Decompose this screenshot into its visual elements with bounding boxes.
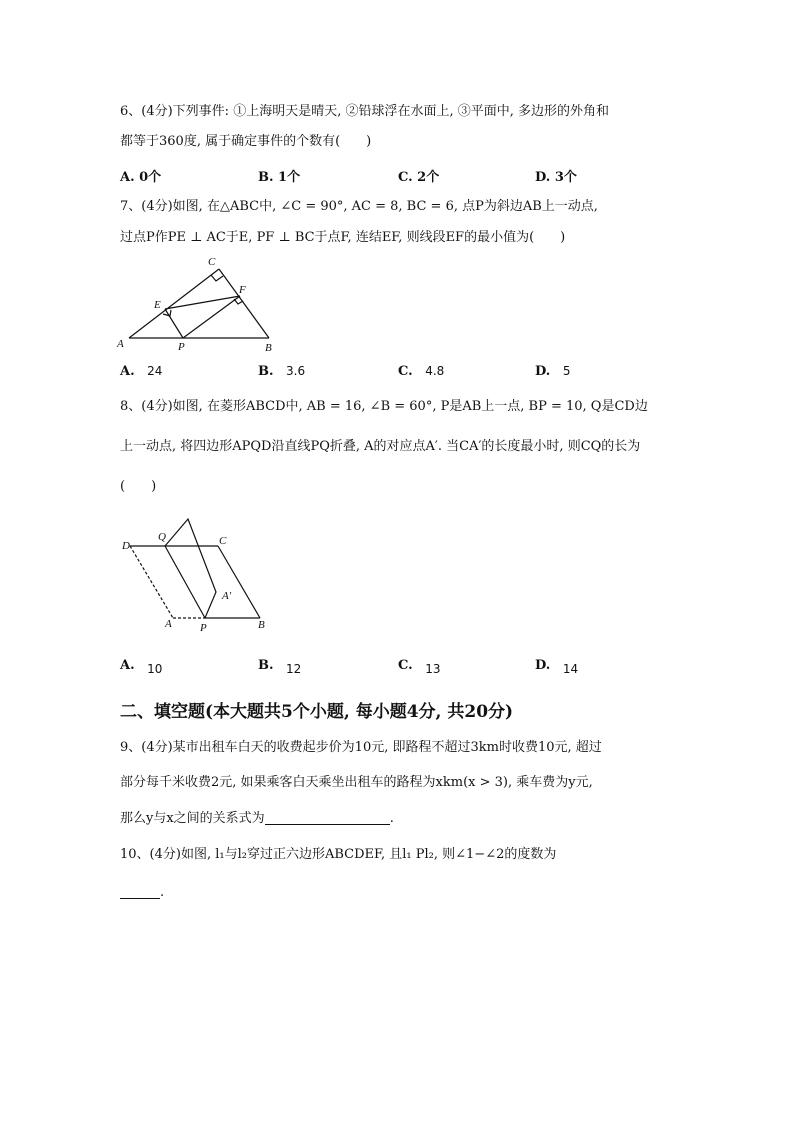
q8-option-b: B. 12 xyxy=(258,658,302,676)
q8-option-d: D. 14 xyxy=(535,658,579,676)
q8-folded-quadrilateral xyxy=(165,519,216,618)
q9-line-2: 部分每千米收费2元, 如果乘客白天乘坐出租车的路程为xkm(x > 3), 乘车费为y元, xyxy=(120,775,593,790)
q7-segment-pe xyxy=(165,309,183,338)
q8-label-a: A xyxy=(165,618,172,630)
section-2-heading: 二、填空题(本大题共5个小题, 每小题4分, 共20分) xyxy=(120,702,514,722)
q7-label-e: E xyxy=(154,299,161,311)
q6-line-1: 6、(4分)下列事件: ①上海明天是晴天, ②铅球浮在水面上, ③平面中, 多边形的外角和 xyxy=(120,104,609,119)
q8-line-1: 8、(4分)如图, 在菱形ABCD中, AB = 16, ∠B = 60°, P是AB上一点, BP = 10, Q是CD边 xyxy=(120,399,648,414)
q7-label-p: P xyxy=(178,341,185,353)
q9-line-3-suffix: . xyxy=(389,811,394,826)
q10-line-2-suffix: . xyxy=(160,885,165,900)
q10-answer-blank[interactable] xyxy=(120,884,160,899)
q8-option-c: C. 13 xyxy=(398,658,441,676)
q8-label-c: C xyxy=(219,535,227,547)
q7-label-c: C xyxy=(208,256,216,268)
q7-option-c: C. 4.8 xyxy=(398,364,445,379)
q8-side-cb xyxy=(218,546,260,618)
q8-fold-line-pq xyxy=(165,546,205,618)
q9-line-1: 9、(4分)某市出租车白天的收费起步价为10元, 即路程不超过3km时收费10元, 超过 xyxy=(120,740,602,755)
q9-line-3-prefix: 那么y与x之间的关系式为 xyxy=(120,811,265,826)
q7-label-a: A xyxy=(117,338,124,350)
q7-option-d: D. 5 xyxy=(535,364,571,379)
q8-option-a: A. 10 xyxy=(120,658,163,676)
q6-line-2: 都等于360度, 属于确定事件的个数有( ) xyxy=(120,134,372,149)
q8-label-p: P xyxy=(200,622,207,634)
q7-line-1: 7、(4分)如图, 在△ABC中, ∠C = 90°, AC = 8, BC = 6, 点P为斜边AB上一动点, xyxy=(120,199,598,214)
q8-rhombus-figure xyxy=(118,512,278,636)
q6-option-c: C. 2个 xyxy=(398,170,440,185)
q6-option-b: B. 1个 xyxy=(258,170,301,185)
q7-side-bc xyxy=(219,269,269,338)
q8-label-q: Q xyxy=(158,531,166,543)
q8-label-d: D xyxy=(122,540,130,552)
q7-line-2: 过点P作PE ⊥ AC于E, PF ⊥ BC于点F, 连结EF, 则线段EF的最小值为( ) xyxy=(120,230,566,245)
q8-line-3: ( ) xyxy=(120,479,157,494)
q6-option-d: D. 3个 xyxy=(535,170,577,185)
q8-label-a-prime: A′ xyxy=(222,590,232,602)
q6-option-a: A. 0个 xyxy=(120,170,162,185)
q10-line-1: 10、(4分)如图, l₁与l₂穿过正六边形ABCDEF, 且l₁ Pl₂, 则∠1−∠2的度数为 xyxy=(120,847,557,862)
q8-label-b: B xyxy=(258,619,265,631)
q7-segment-pf xyxy=(183,296,240,338)
q9-answer-blank[interactable] xyxy=(265,810,390,825)
q8-line-2: 上一动点, 将四边形APQD沿直线PQ折叠, A的对应点A′. 当CA′的长度最小时, 则CQ的长为 xyxy=(120,439,641,454)
q7-label-b: B xyxy=(265,342,272,354)
q7-right-angle-c xyxy=(211,275,223,281)
q7-triangle-figure xyxy=(115,252,285,354)
q8-side-da-dashed xyxy=(130,546,173,618)
q7-label-f: F xyxy=(239,284,246,296)
q7-side-ac xyxy=(129,269,219,338)
q9-line-3 xyxy=(120,810,394,828)
q7-option-a: A. 24 xyxy=(120,364,163,379)
q10-line-2 xyxy=(120,884,164,902)
q7-option-b: B. 3.6 xyxy=(258,364,306,379)
